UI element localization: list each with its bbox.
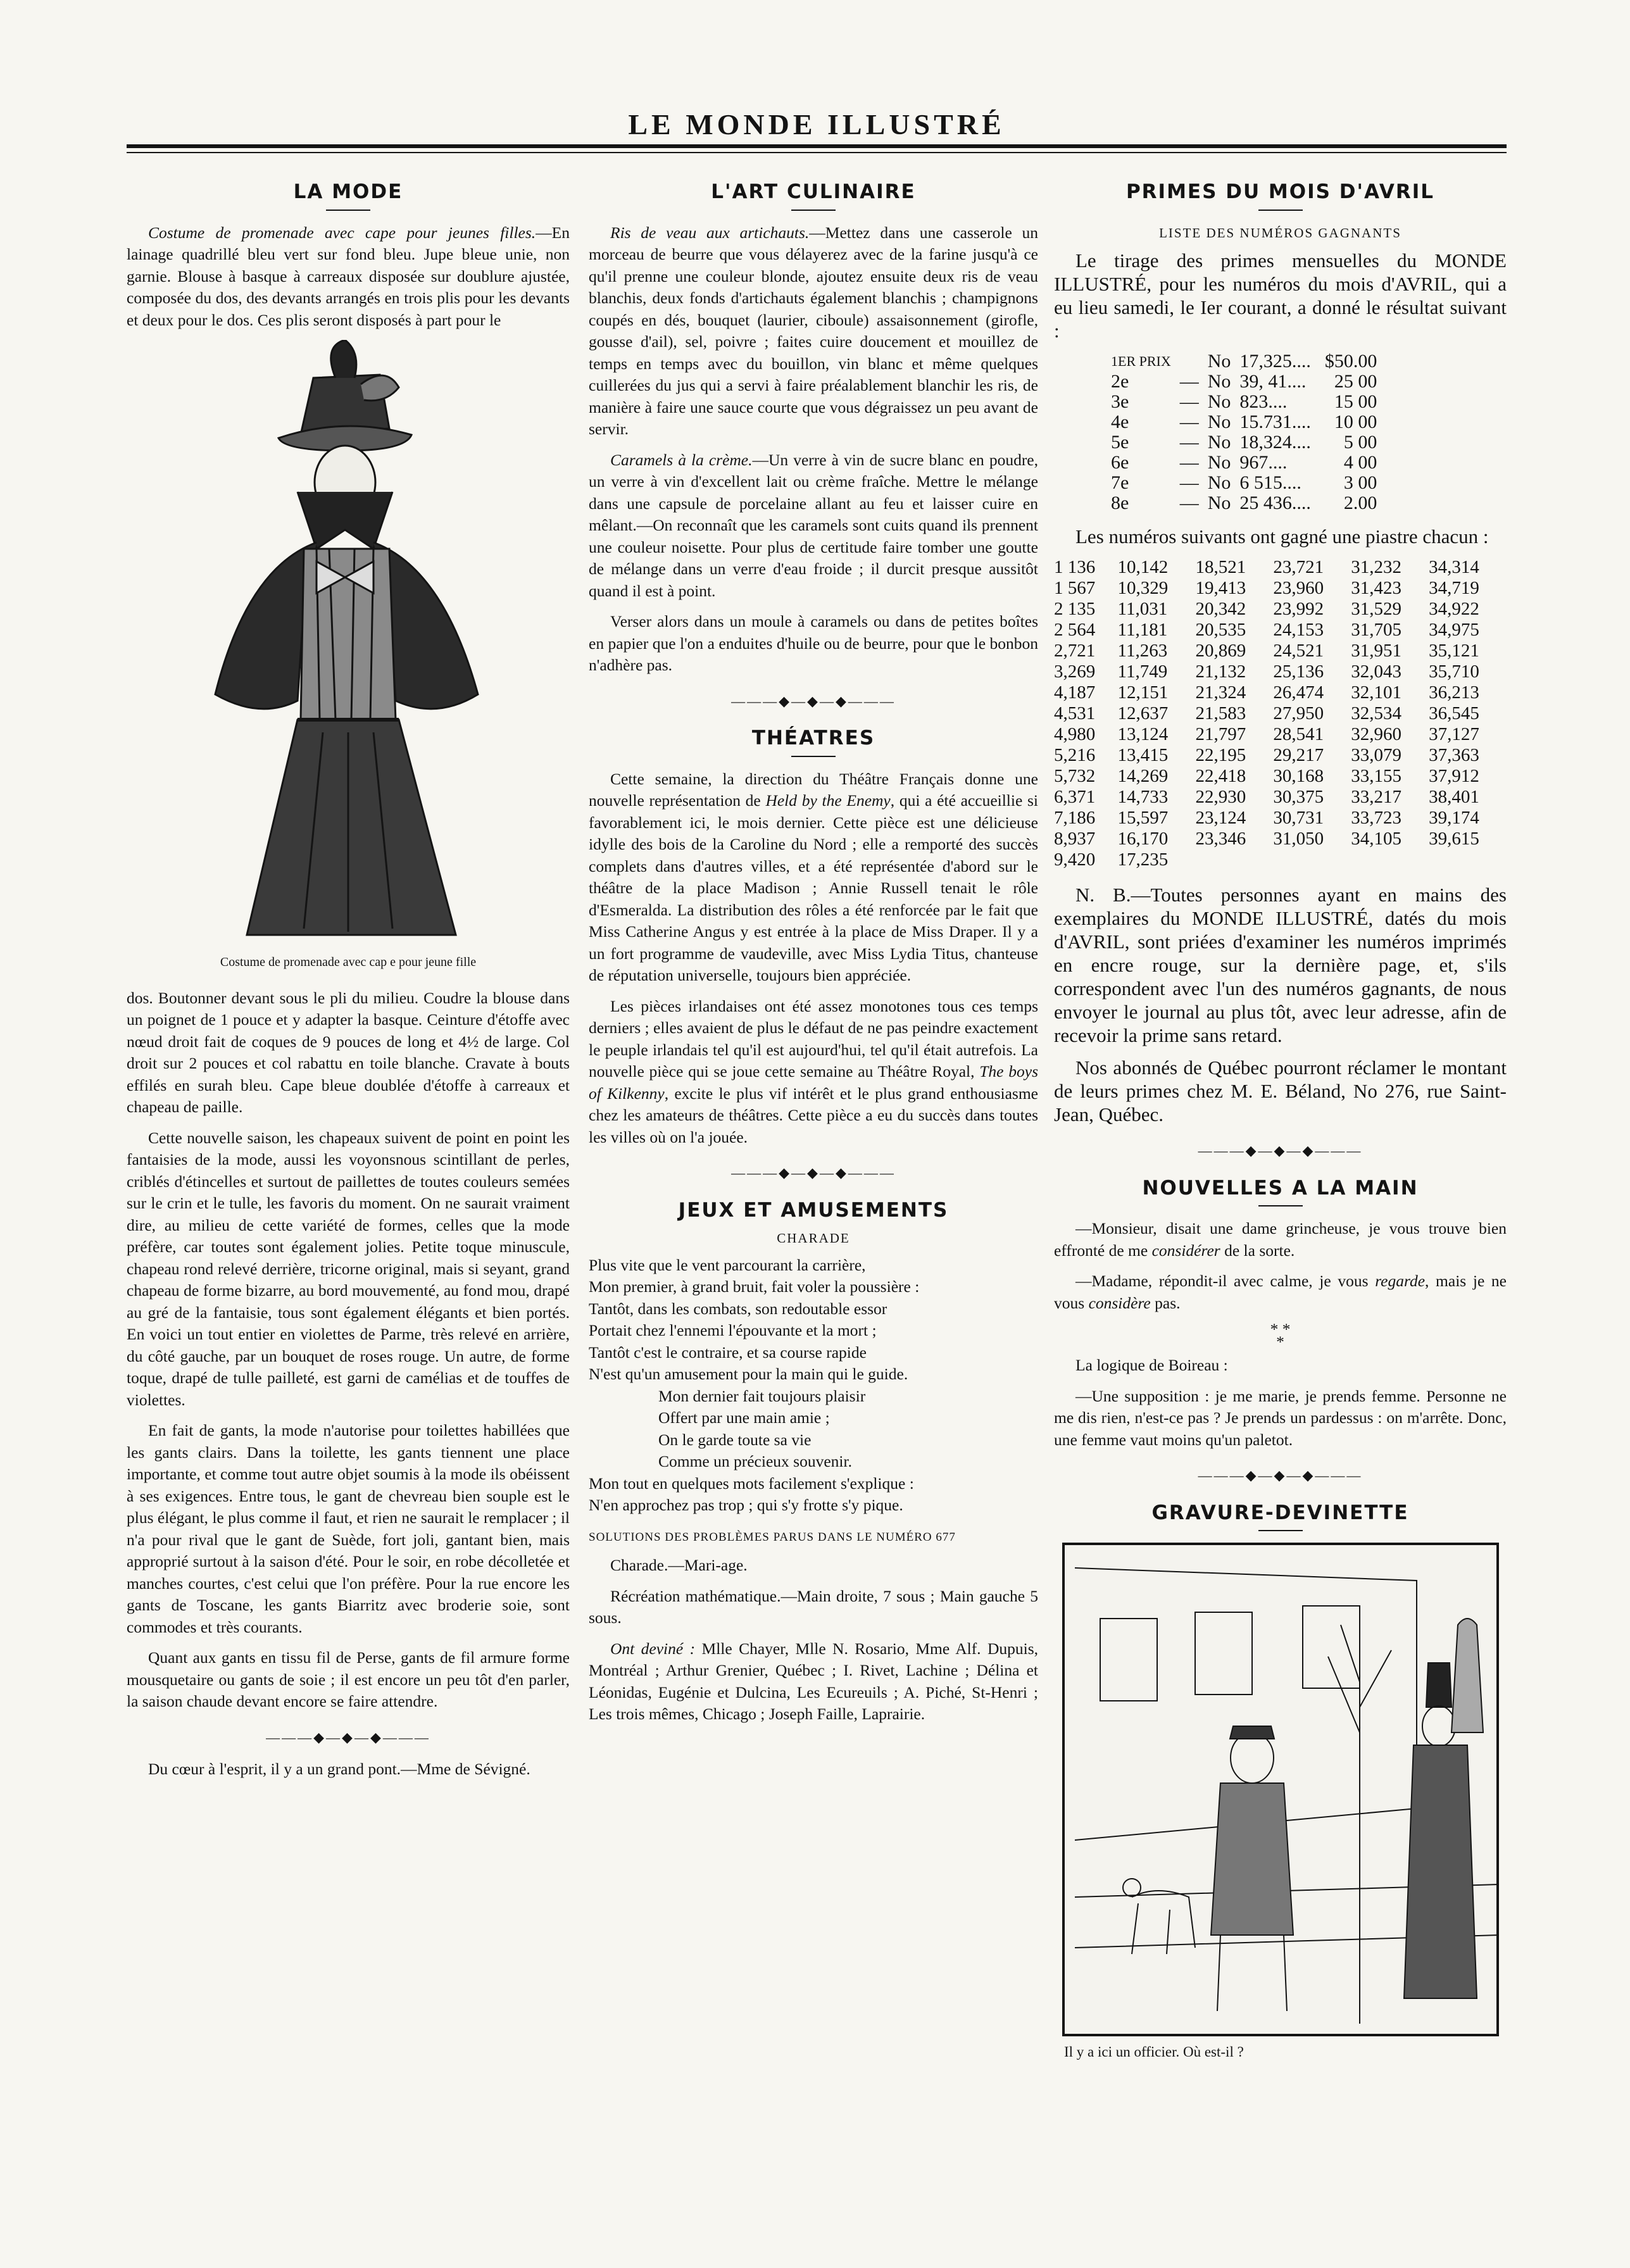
prize-dash: — xyxy=(1179,391,1199,412)
recipe-text: —Un verre à vin de sucre blanc en poudre, un verre à vin d'excellent lait ou crème fraîche. Mettre le mélange dans une capsule de porcelaine allant au feu et laisser cuire en mêlant.—On reconnaît que les caramels sont cuits quand ils prennent une couleur noisette. Pour plus de certitude faire tomber une goutte de mélange dans un verre d'eau froide ; il durcit presque aussitôt quand il est à point. xyxy=(589,450,1039,600)
prize-row xyxy=(1111,473,1386,493)
prize-no: No xyxy=(1207,472,1231,493)
verse-line: Portait chez l'ennemi l'épouvante et la mort ; xyxy=(589,1321,877,1339)
winning-number: 14,269 xyxy=(1117,766,1169,786)
play-title: Held by the Enemy xyxy=(765,791,891,810)
ornament-divider: ———◆—◆—◆——— xyxy=(266,1729,430,1745)
winning-number: 22,418 xyxy=(1195,766,1246,786)
winning-number: 4,531 xyxy=(1054,703,1096,724)
prize-num: 6 515.... xyxy=(1239,472,1301,493)
winning-number: 25,136 xyxy=(1273,661,1324,682)
winning-number: 4,980 xyxy=(1054,724,1096,744)
prize-dash: — xyxy=(1179,492,1199,513)
winning-number: 23,124 xyxy=(1195,808,1246,828)
verse-line: Mon tout en quelques mots facilement s'explique : xyxy=(589,1474,914,1493)
primes-nb: N. B.—Toutes personnes ayant en mains des exemplaires du MONDE ILLUSTRÉ, datés du mois d'AVRIL, sont priées d'examiner les numéros imprimés en encre rouge, sur la dernière page, et, s'ils correspondent avec l'un des numéros gagnants, de nous envoyer le journal au plus tôt, avec leur adresse, afin de recevoir la prime sans retard. xyxy=(1054,884,1507,1046)
charade-verse xyxy=(589,1255,1038,1517)
winning-number: 28,541 xyxy=(1273,724,1324,744)
masthead-rule xyxy=(127,144,1507,148)
charade-subtitle: CHARADE xyxy=(777,1231,850,1246)
prize-row xyxy=(1111,453,1386,473)
section-rule xyxy=(791,756,836,757)
recipe-lead: Ris de veau aux artichauts. xyxy=(610,223,810,242)
verse-line: On le garde toute sa vie xyxy=(658,1430,812,1449)
numbers-row xyxy=(1054,766,1507,787)
winning-number: 10,142 xyxy=(1117,557,1169,577)
section-title-primes: PRIMES DU MOIS D'AVRIL xyxy=(1125,180,1435,203)
solvers-names: Mlle Chayer, Mlle N. Rosario, Mme Alf. Dupuis, Montréal ; Arthur Grenier, Québec ; I. Rivet, Lachine ; Délina et Léonidas, Eugénie et Dulcina, Les Ecureuils ; A. Piché, St-Henri ; Les trois mêmes, Chicago ; Joseph Faille, Laprairie. xyxy=(589,1639,1039,1723)
prize-amt: $50.00 xyxy=(1324,351,1377,372)
solutions-title: SOLUTIONS DES PROBLÈMES PARUS DANS LE NUMÉRO 677 xyxy=(589,1530,956,1544)
winning-number: 10,329 xyxy=(1117,578,1169,598)
anecdote-text: pas. xyxy=(1150,1293,1181,1312)
winning-number: 23,992 xyxy=(1273,599,1324,619)
winning-number: 21,324 xyxy=(1195,682,1246,703)
theatres-text: , qui a été accueillie si favorablement ici, le mois dernier. Cette pièce est une délicieuse idylle des bois de la Caroline du Nord ; elle a remporté des succès complets dans d'autres villes, et a été représentée d'abord sur le théâtre de la place Madison ; Annie Russell tenait le rôle d'Esmeralda. La distribution des rôles a été renforcée par le fait que Miss Catherine Angus y est entrée à la place de Miss Draper. Il y a un fort programme de vaudeville, avec Miss Lydia Titus, chanteuse de réputation universelle, toujours bien appréciée. xyxy=(589,791,1039,984)
prize-dash: — xyxy=(1179,371,1199,392)
winning-number: 31,705 xyxy=(1351,620,1401,640)
solution-line: Charade.—Mari-age. xyxy=(610,1556,748,1574)
solvers-lead: Ont deviné : xyxy=(610,1639,696,1658)
prize-amt: 3 00 xyxy=(1343,472,1377,493)
winning-number: 32,534 xyxy=(1351,703,1401,724)
winning-number: 21,797 xyxy=(1195,724,1246,744)
prize-rank: 5e xyxy=(1111,432,1129,453)
winning-number: 6,371 xyxy=(1054,787,1096,807)
ornament-divider: ———◆—◆—◆——— xyxy=(731,1165,896,1181)
winning-number: 36,545 xyxy=(1429,703,1479,724)
ornament-divider: ———◆—◆—◆——— xyxy=(731,692,896,709)
verse-line: N'en approchez pas trop ; qui s'y frotte s'y pique. xyxy=(589,1496,903,1514)
winning-number xyxy=(1429,849,1507,870)
winning-number: 5,732 xyxy=(1054,766,1096,786)
winning-number xyxy=(1195,849,1273,870)
winning-number: 17,235 xyxy=(1117,849,1169,870)
theatres-paragraph xyxy=(589,768,1038,987)
mode-quote: Du cœur à l'esprit, il y a un grand pont.—Mme de Sévigné. xyxy=(148,1760,530,1778)
section-title-theatres: THÉATRES xyxy=(751,727,875,749)
recipe-lead: Caramels à la crème. xyxy=(610,450,753,469)
winning-number: 2 135 xyxy=(1054,599,1096,619)
winning-number: 18,521 xyxy=(1195,557,1246,577)
numbers-row xyxy=(1054,620,1507,641)
prize-dash: — xyxy=(1179,452,1199,473)
winning-number: 34,314 xyxy=(1429,557,1479,577)
theatres-text: Les pièces irlandaises ont été assez monotones tous ces temps derniers ; elles avaient de plus le défaut de ne pas peindre exactement le peuple irlandais tel qu'il est aujourd'hui, tel qu'il était autrefois. La nouvelle pièce qui se joue cette semaine au Théâtre Royal, xyxy=(589,996,1038,1081)
winning-number: 30,168 xyxy=(1273,766,1324,786)
winning-number: 29,217 xyxy=(1273,745,1324,765)
prize-num: 39, 41.... xyxy=(1239,371,1307,392)
winning-number: 36,213 xyxy=(1429,682,1479,703)
fashion-illustration xyxy=(171,340,525,948)
mode-paragraph: dos. Boutonner devant sous le pli du milieu. Coudre la blouse dans un poignet de 1 pouce et y adapter la basque. Ceinture d'étoffe avec nœud droit fait de coques de 9 pouces de long et 4½ de large. Col droit sur 2 pouces et col rabattu en toile blanche. Cravate à bouts effilés en surah bleu. Cape bleue doublée d'étoffe à carreaux et chapeau de paille. xyxy=(127,988,570,1116)
mode-paragraph: En fait de gants, la mode n'autorise pour toilettes habillées que les gants clairs. Dans la toilette, les gants tiennent une place importante, et comme tout autre objet soumis à la mode ils obéissent à ses exigences. Entre tous, le gant de chevreau bien souple est le plus élégant, le plus comme il faut, et rien ne saurait le remplacer ; il n'a pour rival que le gant de Suède, fort joli, gantant bien, mais approprié surtout à la saison d'été. Pour le soir, en robe décolletée et manches courtes, c'est celui que l'on préfère. Pour la rue encore les gants de Toscane, les gants Biarritz avec broderie soie, sont commodes et très courants. xyxy=(127,1421,570,1636)
prize-rank: 7e xyxy=(1111,472,1129,493)
winning-number: 24,153 xyxy=(1273,620,1324,640)
winning-number: 19,413 xyxy=(1195,578,1246,598)
prize-no: No xyxy=(1207,411,1231,432)
prize-no: No xyxy=(1207,432,1231,453)
prizes-table xyxy=(1111,351,1386,513)
prize-rank: 1ER PRIX xyxy=(1111,353,1171,369)
winning-number: 21,132 xyxy=(1195,661,1246,682)
winning-number: 32,101 xyxy=(1351,682,1401,703)
winning-number: 33,155 xyxy=(1351,766,1401,786)
primes-quebec: Nos abonnés de Québec pourront réclamer le montant de leurs primes chez M. E. Béland, No 276, rue Saint-Jean, Québec. xyxy=(1054,1056,1507,1125)
winning-number: 27,950 xyxy=(1273,703,1324,724)
winning-number: 39,615 xyxy=(1429,829,1479,849)
winning-number: 13,124 xyxy=(1117,724,1169,744)
winning-number: 32,043 xyxy=(1351,661,1401,682)
prize-no: No xyxy=(1207,371,1231,392)
verse-line: Mon dernier fait toujours plaisir xyxy=(658,1386,866,1405)
winning-number: 35,121 xyxy=(1429,641,1479,661)
play-title: The boys of Kilkenny xyxy=(589,1062,1038,1103)
winning-number: 16,170 xyxy=(1117,829,1169,849)
numbers-row xyxy=(1054,829,1507,849)
numbers-row xyxy=(1054,578,1507,599)
mode-intro-rest: —En lainage quadrillé bleu vert sur fond bleu. Jupe bleue unie, non garnie. Blouse à basque à carreaux disposée sur doublure ajustée, composée du dos, des devants arrangés en trois plis pour les devants et deux pour le dos. Ces plis seront disposés à part pour le xyxy=(127,223,570,329)
winning-number: 12,637 xyxy=(1117,703,1169,724)
prize-amt: 25 00 xyxy=(1334,371,1377,392)
anecdote-text: —Madame, répondit-il avec calme, je vous xyxy=(1075,1272,1376,1290)
winning-number xyxy=(1273,849,1351,870)
winning-number: 23,346 xyxy=(1195,829,1246,849)
winning-number: 9,420 xyxy=(1054,849,1096,870)
winning-number: 2,721 xyxy=(1054,641,1096,661)
anecdote-line: La logique de Boireau : xyxy=(1075,1356,1228,1374)
ornament-divider: ———◆—◆—◆——— xyxy=(1198,1467,1363,1483)
anecdote-line: —Une supposition : je me marie, je prends femme. Personne ne me dis rien, n'est-ce pas ? Je prends un pardessus : on m'arrête. Donc, une femme vaut moins qu'un paletot. xyxy=(1054,1386,1507,1449)
winning-number: 30,731 xyxy=(1273,808,1324,828)
winning-number: 31,423 xyxy=(1351,578,1401,598)
prize-dash: — xyxy=(1179,432,1199,453)
winning-number: 23,960 xyxy=(1273,578,1324,598)
numbers-row xyxy=(1054,703,1507,724)
prize-rank: 8e xyxy=(1111,492,1129,513)
recipe-text: —Mettez dans une casserole un morceau de beurre que vous délayerez avec de la farine jusqu'à ce qu'il prenne une couleur blonde, ajoutez ensuite deux ris de veau blanchis, deux fonds d'artichauts également blanchis ; champignons coupés en dés, bouquet (laurier, ciboule) assaisonnement (girofle, gousse d'ail), sel, poivre ; faites cuire doucement et mouillez de temps en temps avec du bouillon, vin blanc et même quelques cuillerées du jus qui a servi à faire préalablement blanchir les ris, de manière à faire une sauce courte que vous dégraissez un peu avant de servir. xyxy=(589,223,1038,438)
numbers-row xyxy=(1054,808,1507,829)
winning-number: 34,105 xyxy=(1351,829,1401,849)
winning-number: 33,079 xyxy=(1351,745,1401,765)
winning-number: 37,363 xyxy=(1429,745,1479,765)
prize-row xyxy=(1111,351,1386,372)
prize-num: 15.731.... xyxy=(1239,411,1311,432)
anecdote-text: , mais je ne vous xyxy=(1054,1272,1507,1312)
prize-dash: — xyxy=(1179,472,1199,493)
prize-num: 17,325.... xyxy=(1239,351,1311,372)
winning-numbers-table xyxy=(1054,557,1507,870)
winning-number: 34,975 xyxy=(1429,620,1479,640)
prize-row xyxy=(1111,493,1386,513)
winning-number: 31,529 xyxy=(1351,599,1401,619)
winning-number: 22,195 xyxy=(1195,745,1246,765)
prize-amt: 15 00 xyxy=(1334,391,1377,412)
prize-no: No xyxy=(1207,351,1231,372)
winning-number: 22,930 xyxy=(1195,787,1246,807)
winning-number: 26,474 xyxy=(1273,682,1324,703)
winning-number: 15,597 xyxy=(1117,808,1169,828)
solvers-list xyxy=(589,1638,1038,1726)
verse-line: Plus vite que le vent parcourant la carrière, xyxy=(589,1255,866,1274)
numbers-row xyxy=(1054,787,1507,808)
winning-number: 12,151 xyxy=(1117,682,1169,703)
numbers-row xyxy=(1054,661,1507,682)
prize-rank: 6e xyxy=(1111,452,1129,473)
winning-number: 34,719 xyxy=(1429,578,1479,598)
numbers-row xyxy=(1054,849,1507,870)
winning-number: 33,723 xyxy=(1351,808,1401,828)
recipe-caramels xyxy=(589,449,1038,603)
column-primes xyxy=(1054,166,1507,2064)
theatres-paragraph xyxy=(589,996,1038,1149)
column-culinaire xyxy=(589,166,1038,1734)
winning-number: 39,174 xyxy=(1429,808,1479,828)
winning-number: 34,922 xyxy=(1429,599,1479,619)
winning-number: 33,217 xyxy=(1351,787,1401,807)
numbers-row xyxy=(1054,745,1507,766)
primes-subtitle: LISTE DES NUMÉROS GAGNANTS xyxy=(1159,225,1401,241)
anecdote-emphasis: regarde xyxy=(1375,1272,1426,1290)
mode-paragraph: Quant aux gants en tissu fil de Perse, gants de fil armure forme mousquetaire ou gants de soie ; il est encore un peu tôt d'en parler, la saison chaude devant encore se faire attendre. xyxy=(127,1648,570,1710)
section-rule xyxy=(1258,210,1303,211)
anecdote-text: de la sorte. xyxy=(1220,1241,1295,1260)
winning-number: 11,263 xyxy=(1117,641,1168,661)
verse-line: Offert par une main amie ; xyxy=(658,1408,830,1427)
masthead: LE MONDE ILLUSTRÉ xyxy=(628,108,1005,141)
fashion-caption: Costume de promenade avec cap e pour jeune fille xyxy=(220,955,477,969)
primes-intro: Le tirage des primes mensuelles du MONDE ILLUSTRÉ, pour les numéros du mois d'AVRIL, qui a eu lieu samedi, le Ier courant, a donné le résultat suivant : xyxy=(1054,249,1507,342)
winning-number: 7,186 xyxy=(1054,808,1096,828)
numbers-row xyxy=(1054,557,1507,578)
prize-amt: 4 00 xyxy=(1343,452,1377,473)
masthead-rule-thin xyxy=(127,152,1507,153)
winning-number: 8,937 xyxy=(1054,829,1096,849)
verse-line: Tantôt c'est le contraire, et sa course rapide xyxy=(589,1343,867,1362)
prize-row xyxy=(1111,412,1386,432)
numbers-row xyxy=(1054,599,1507,620)
mode-intro xyxy=(127,222,570,332)
numbers-row xyxy=(1054,724,1507,745)
winning-number: 30,375 xyxy=(1273,787,1324,807)
verse-line: N'est qu'un amusement pour la main qui le guide. xyxy=(589,1365,908,1383)
winning-number: 20,535 xyxy=(1195,620,1246,640)
winning-number xyxy=(1351,849,1429,870)
prize-rank: 2e xyxy=(1111,371,1129,392)
winning-number: 35,710 xyxy=(1429,661,1479,682)
mode-intro-lead: Costume de promenade avec cape pour jeunes filles. xyxy=(148,223,536,242)
ornament-divider: ———◆—◆—◆——— xyxy=(1198,1143,1363,1158)
section-title-jeux: JEUX ET AMUSEMENTS xyxy=(678,1198,949,1222)
section-title-gravure: GRAVURE-DEVINETTE xyxy=(1151,1501,1409,1524)
section-title-nouvelles: NOUVELLES A LA MAIN xyxy=(1142,1176,1419,1200)
anecdote-line xyxy=(1054,1218,1507,1262)
winning-number: 37,912 xyxy=(1429,766,1479,786)
prize-no: No xyxy=(1207,492,1231,513)
section-title-mode: LA MODE xyxy=(293,180,403,203)
winning-number: 4,187 xyxy=(1054,682,1096,703)
prize-no: No xyxy=(1207,452,1231,473)
numbers-intro: Les numéros suivants ont gagné une piastre chacun : xyxy=(1075,525,1489,548)
prize-rank: 4e xyxy=(1111,411,1129,432)
solution-line: Récréation mathématique.—Main droite, 7 sous ; Main gauche 5 sous. xyxy=(589,1586,1038,1627)
numbers-row xyxy=(1054,682,1507,703)
winning-number: 13,415 xyxy=(1117,745,1169,765)
recipe-ris-de-veau xyxy=(589,222,1038,441)
anecdote-line xyxy=(1054,1270,1507,1314)
winning-number: 31,951 xyxy=(1351,641,1401,661)
prize-amt: 5 00 xyxy=(1343,432,1377,453)
winning-number: 5,216 xyxy=(1054,745,1096,765)
theatres-text: Cette semaine, la direction du Théâtre Français donne une nouvelle représentation de xyxy=(589,769,1038,810)
prize-num: 25 436.... xyxy=(1239,492,1311,513)
column-mode xyxy=(127,166,570,1789)
prize-num: 823.... xyxy=(1239,391,1288,412)
prize-no: No xyxy=(1207,391,1231,412)
anecdote-text: —Monsieur, disait une dame grincheuse, je vous trouve bien effronté de me xyxy=(1054,1219,1507,1260)
theatres-text: , excite le plus vif intérêt et le plus grand enthousiasme chez les amateurs de théâtres. Cette pièce a eu du succès dans toutes les villes où on l'a jouée. xyxy=(589,1084,1038,1146)
prize-amt: 10 00 xyxy=(1334,411,1377,432)
winning-number: 1 567 xyxy=(1054,578,1096,598)
winning-number: 11,749 xyxy=(1117,661,1168,682)
mode-paragraph: Cette nouvelle saison, les chapeaux suivent de point en point les fantaisies de la mode, aussi les voyonsnous scintillant de perles, criblés d'étincelles et surtout de paillettes de toutes couleurs semées sur le crin et le tulle, les favoris du moment. On ne saurait vraiment dire, au milieu de cette variété de formes, celles que la mode préfère, car toutes sont également jolies. Petite toque minuscule, chapeau rond relevé derrière, tricorne original, mais si seyant, grand chapeau de forme bizarre, au bord mouvementé, au fond mou, drapé au gré de la fantaisie, tous sont également élégants et bien portés. En voici un tout entier en violettes de Parme, très relevé en arrière, du côté gauche, par un bouquet de roses rouge. Un autre, de forme toque, drapé de tulle pailleté, est garni de camélias et de touffes de violettes. xyxy=(127,1128,570,1409)
winning-number: 20,869 xyxy=(1195,641,1246,661)
winning-number: 11,181 xyxy=(1117,620,1168,640)
winning-number: 3,269 xyxy=(1054,661,1096,682)
prize-dash xyxy=(1180,351,1208,372)
section-rule xyxy=(1258,1530,1303,1531)
prize-rank: 3e xyxy=(1111,391,1129,412)
winning-number: 11,031 xyxy=(1117,599,1168,619)
verse-line: Comme un précieux souvenir. xyxy=(658,1452,852,1470)
section-rule xyxy=(326,210,370,211)
winning-number: 37,127 xyxy=(1429,724,1479,744)
prize-row xyxy=(1111,372,1386,392)
winning-number: 31,050 xyxy=(1273,829,1324,849)
winning-number: 2 564 xyxy=(1054,620,1096,640)
verse-line: Tantôt, dans les combats, son redoutable essor xyxy=(589,1299,887,1318)
winning-number: 21,583 xyxy=(1195,703,1246,724)
verse-line: Mon premier, à grand bruit, fait voler la poussière : xyxy=(589,1277,920,1296)
puzzle-caption: Il y a ici un officier. Où est-il ? xyxy=(1064,2044,1244,2060)
prize-row xyxy=(1111,392,1386,412)
winning-number: 23,721 xyxy=(1273,557,1324,577)
asterism: * * * xyxy=(1270,1320,1291,1351)
winning-number: 32,960 xyxy=(1351,724,1401,744)
winning-number: 14,733 xyxy=(1117,787,1169,807)
winning-number: 1 136 xyxy=(1054,557,1096,577)
prize-num: 18,324.... xyxy=(1239,432,1311,453)
prize-dash: — xyxy=(1179,411,1199,432)
numbers-row xyxy=(1054,641,1507,661)
winning-number: 24,521 xyxy=(1273,641,1324,661)
prize-row xyxy=(1111,432,1386,453)
section-rule xyxy=(1258,1205,1303,1206)
winning-number: 38,401 xyxy=(1429,787,1479,807)
puzzle-engraving xyxy=(1062,1543,1499,2036)
winning-number: 31,232 xyxy=(1351,557,1401,577)
prize-amt: 2.00 xyxy=(1343,492,1377,513)
recipe-caramels-2: Verser alors dans un moule à caramels ou dans de petites boîtes en papier que l'on a enduites d'huile ou de beurre, pour que le bonbon n'adhère pas. xyxy=(589,612,1038,674)
prize-num: 967.... xyxy=(1239,452,1288,473)
winning-number: 20,342 xyxy=(1195,599,1246,619)
anecdote-emphasis: considère xyxy=(1088,1293,1151,1312)
anecdote-emphasis: considérer xyxy=(1151,1241,1220,1260)
section-title-culinaire: L'ART CULINAIRE xyxy=(711,180,916,203)
section-rule xyxy=(791,210,836,211)
